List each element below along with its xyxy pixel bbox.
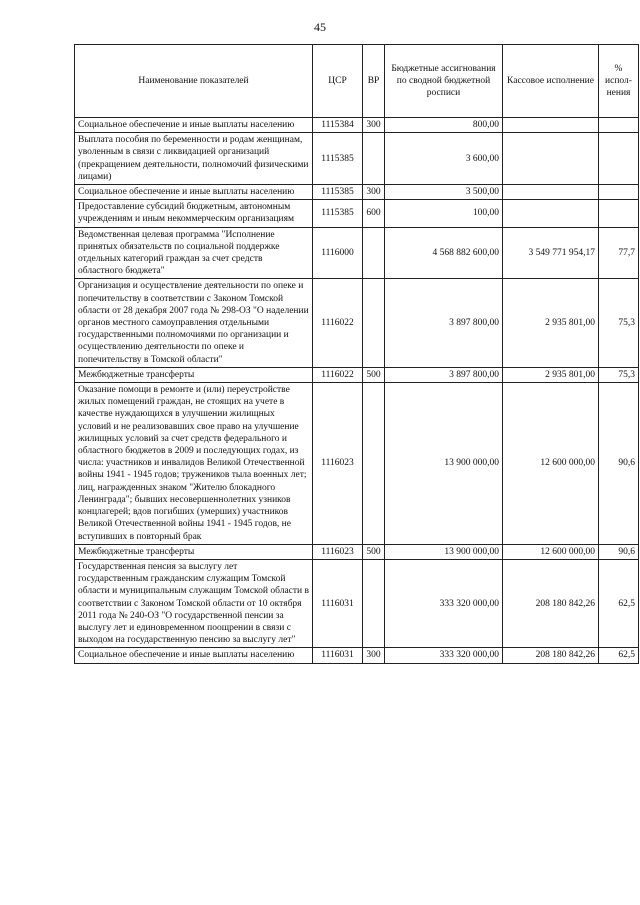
row-execution-percent (599, 133, 639, 185)
row-expense-type (363, 559, 385, 647)
row-indicator-name: Межбюджетные трансферты (75, 544, 313, 559)
row-execution-percent (599, 200, 639, 227)
table-row (75, 118, 639, 133)
table-header-row (75, 45, 639, 118)
table-row (75, 227, 639, 279)
row-budget-allocation: 800,00 (385, 118, 503, 133)
row-budget-allocation: 333 320 000,00 (385, 559, 503, 647)
row-expense-type: 300 (363, 185, 385, 200)
row-indicator-name: Предоставление субсидий бюджетным, автономным учреждениям и иным некоммерческим организациям (75, 200, 313, 227)
table-row (75, 383, 639, 545)
table-row (75, 185, 639, 200)
row-indicator-name: Межбюджетные трансферты (75, 367, 313, 382)
row-expense-type: 300 (363, 648, 385, 663)
row-expense-type (363, 383, 385, 545)
row-target-article-code: 1116023 (313, 383, 363, 545)
row-target-article-code: 1116023 (313, 544, 363, 559)
row-cash-execution: 2 935 801,00 (503, 279, 599, 367)
row-indicator-name: Организация и осуществление деятельности по опеке и попечительству в соответствии с Законом Томской области от 28 декабря 2007 года № 298-ОЗ "О наделении органов местного самоуправления отдельными государственными полномочиями по организации и осуществлению деятельности по опеке и попечительству в Томской области" (75, 279, 313, 367)
row-budget-allocation: 3 897 800,00 (385, 367, 503, 382)
table-row (75, 648, 639, 663)
row-cash-execution: 208 180 842,26 (503, 559, 599, 647)
table-row (75, 133, 639, 185)
row-expense-type (363, 133, 385, 185)
row-cash-execution (503, 118, 599, 133)
row-budget-allocation: 13 900 000,00 (385, 544, 503, 559)
header-budget-allocations: Бюджетные ассигнования по сводной бюджетной росписи (385, 45, 503, 118)
header-expense-type: ВР (363, 45, 385, 118)
row-cash-execution: 2 935 801,00 (503, 367, 599, 382)
row-cash-execution (503, 133, 599, 185)
header-target-article-code: ЦСР (313, 45, 363, 118)
row-cash-execution (503, 185, 599, 200)
page-number: 45 (314, 20, 326, 34)
row-execution-percent (599, 118, 639, 133)
row-execution-percent (599, 185, 639, 200)
table-row (75, 367, 639, 382)
row-cash-execution: 3 549 771 954,17 (503, 227, 599, 279)
row-indicator-name: Государственная пенсия за выслугу лет государственным гражданским служащим Томской области и муниципальным служащим Томской области в соответствии с Законом Томской области от 10 октября 2011 года № 240-ОЗ "О государственной пенсии за выслугу лет и единовременном поощрении в связи с выходом на государственную пенсию за выслугу лет" (75, 559, 313, 647)
table-row (75, 559, 639, 647)
row-target-article-code: 1115385 (313, 133, 363, 185)
row-budget-allocation: 3 500,00 (385, 185, 503, 200)
row-indicator-name: Социальное обеспечение и иные выплаты населению (75, 648, 313, 663)
row-execution-percent: 75,3 (599, 279, 639, 367)
row-execution-percent: 77,7 (599, 227, 639, 279)
row-indicator-name: Социальное обеспечение и иные выплаты населению (75, 185, 313, 200)
header-cash-execution: Кассовое исполнение (503, 45, 599, 118)
row-target-article-code: 1116022 (313, 367, 363, 382)
row-expense-type: 600 (363, 200, 385, 227)
table-row (75, 544, 639, 559)
row-execution-percent: 75,3 (599, 367, 639, 382)
row-target-article-code: 1115384 (313, 118, 363, 133)
row-expense-type: 500 (363, 544, 385, 559)
table-body (75, 118, 639, 664)
header-indicator-name: Наименование показателей (75, 45, 313, 118)
row-target-article-code: 1116000 (313, 227, 363, 279)
row-indicator-name: Ведомственная целевая программа "Исполнение принятых обязательств по социальной поддержке отдельных категорий граждан за счет средств областного бюджета" (75, 227, 313, 279)
row-execution-percent: 62,5 (599, 559, 639, 647)
row-execution-percent: 90,6 (599, 544, 639, 559)
row-expense-type: 300 (363, 118, 385, 133)
row-indicator-name: Оказание помощи в ремонте и (или) переустройстве жилых помещений граждан, не стоящих на учете в качестве нуждающихся в улучшении жилищных условий и не реализовавших свое право на улучшение жилищных условий за счет средств федерального и областного бюджетов в 2009 и последующих годах, из числа: участников и инвалидов Великой Отечественной войны 1941 - 1945 годов; тружеников тыла военных лет; лиц, награжденных знаком "Жителю блокадного Ленинграда"; бывших несовершеннолетних узников концлагерей; вдов погибших (умерших) участников Великой Отечественной войны 1941 - 1945 годов, не вступивших в повторный брак (75, 383, 313, 545)
row-execution-percent: 90,6 (599, 383, 639, 545)
row-expense-type (363, 279, 385, 367)
row-execution-percent: 62,5 (599, 648, 639, 663)
row-cash-execution: 12 600 000,00 (503, 383, 599, 545)
row-target-article-code: 1116022 (313, 279, 363, 367)
row-target-article-code: 1115385 (313, 200, 363, 227)
table-row (75, 200, 639, 227)
row-cash-execution: 12 600 000,00 (503, 544, 599, 559)
row-target-article-code: 1115385 (313, 185, 363, 200)
budget-execution-table (74, 44, 639, 664)
row-expense-type (363, 227, 385, 279)
row-indicator-name: Выплата пособия по беременности и родам женщинам, уволенным в связи с ликвидацией организаций (прекращением деятельности, полномочий физическими лицами) (75, 133, 313, 185)
row-budget-allocation: 3 600,00 (385, 133, 503, 185)
row-budget-allocation: 13 900 000,00 (385, 383, 503, 545)
row-cash-execution: 208 180 842,26 (503, 648, 599, 663)
row-expense-type: 500 (363, 367, 385, 382)
row-cash-execution (503, 200, 599, 227)
header-execution-percent: % испол-нения (599, 45, 639, 118)
row-budget-allocation: 333 320 000,00 (385, 648, 503, 663)
row-target-article-code: 1116031 (313, 559, 363, 647)
row-target-article-code: 1116031 (313, 648, 363, 663)
row-indicator-name: Социальное обеспечение и иные выплаты населению (75, 118, 313, 133)
table-row (75, 279, 639, 367)
row-budget-allocation: 100,00 (385, 200, 503, 227)
row-budget-allocation: 4 568 882 600,00 (385, 227, 503, 279)
row-budget-allocation: 3 897 800,00 (385, 279, 503, 367)
